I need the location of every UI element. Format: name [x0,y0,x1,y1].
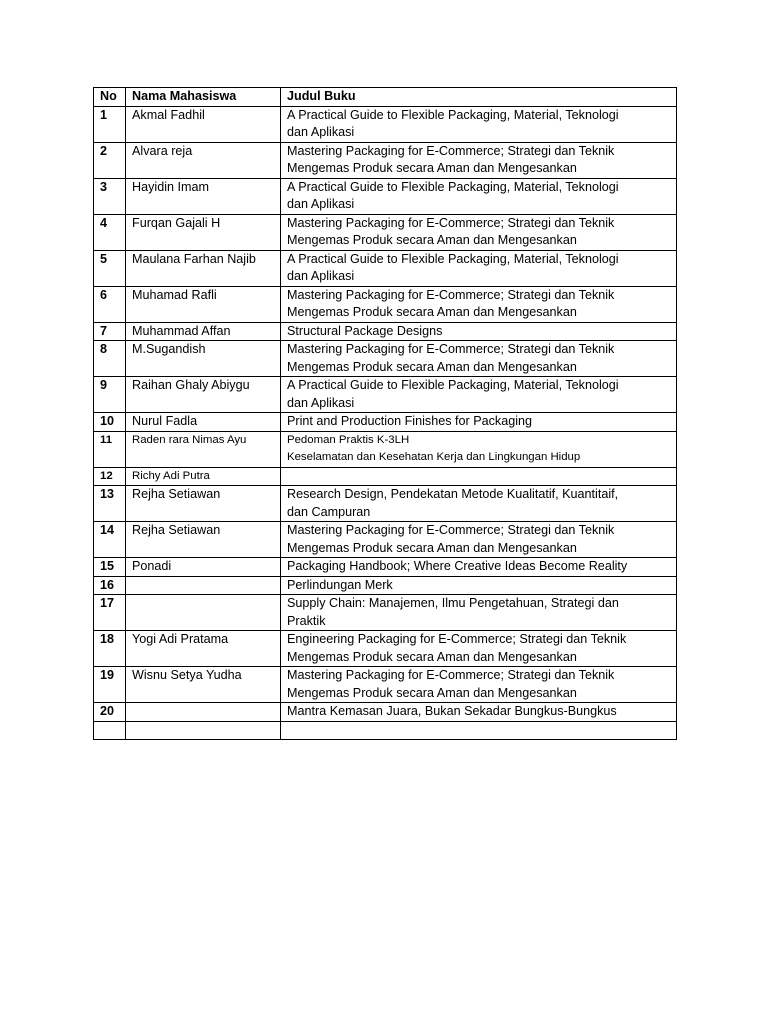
cell-judul-buku [281,178,677,214]
judul-buku-line: A Practical Guide to Flexible Packaging, Material, Teknologi [287,378,619,392]
cell-nama-mahasiswa: Akmal Fadhil [126,106,281,142]
cell-nama-mahasiswa: Furqan Gajali H [126,214,281,250]
table-header-row [94,88,677,107]
judul-buku-line: Mantra Kemasan Juara, Bukan Sekadar Bungkus-Bungkus [287,704,617,718]
cell-judul-buku [281,576,677,595]
cell-no: 17 [94,595,126,631]
cell-judul-buku [281,413,677,432]
judul-buku-line: Mengemas Produk secara Aman dan Mengesankan [287,649,577,664]
table-row [94,467,677,486]
cell-nama-mahasiswa: Maulana Farhan Najib [126,250,281,286]
table-row [94,250,677,286]
table-row [94,413,677,432]
table-row [94,431,677,467]
cell-nama-mahasiswa: Richy Adi Putra [126,467,281,486]
table-row [94,522,677,558]
judul-buku-line: Mengemas Produk secara Aman dan Mengesankan [287,233,577,247]
cell-no: 4 [94,214,126,250]
cell-no: 10 [94,413,126,432]
judul-buku-line: A Practical Guide to Flexible Packaging, Material, Teknologi [287,251,619,266]
judul-buku-line: Praktik [287,613,326,628]
cell-nama-mahasiswa: Muhamad Rafli [126,286,281,322]
empty-cell [281,721,677,739]
cell-no: 15 [94,558,126,577]
table-body [94,106,677,739]
cell-nama-mahasiswa: Rejha Setiawan [126,522,281,558]
judul-buku-line: Packaging Handbook; Where Creative Ideas Become Reality [287,559,628,573]
cell-judul-buku [281,467,677,486]
cell-judul-buku [281,322,677,341]
judul-buku-line: Mastering Packaging for E-Commerce; Strategi dan Teknik [287,668,615,682]
cell-nama-mahasiswa: Alvara reja [126,142,281,178]
judul-buku-line: dan Aplikasi [287,395,355,410]
table-row [94,703,677,722]
table-row [94,631,677,667]
table-row [94,576,677,595]
cell-judul-buku [281,142,677,178]
cell-no: 3 [94,178,126,214]
judul-buku-line: Structural Package Designs [287,323,443,338]
cell-nama-mahasiswa: Ponadi [126,558,281,577]
cell-no: 16 [94,576,126,595]
judul-buku-line: dan Aplikasi [287,269,355,283]
empty-table-row [94,721,677,739]
cell-nama-mahasiswa: Muhammad Affan [126,322,281,341]
table-row [94,341,677,377]
judul-buku-line [287,468,670,486]
judul-buku-line: Mengemas Produk secara Aman dan Mengesankan [287,359,577,374]
cell-no: 5 [94,250,126,286]
document-page [93,87,676,740]
judul-buku-line: dan Aplikasi [287,125,355,139]
judul-buku-line: A Practical Guide to Flexible Packaging, Material, Teknologi [287,107,619,122]
cell-nama-mahasiswa: Raihan Ghaly Abiygu [126,377,281,413]
cell-judul-buku [281,631,677,667]
cell-judul-buku [281,667,677,703]
cell-nama-mahasiswa [126,595,281,631]
table-row [94,322,677,341]
cell-no: 19 [94,667,126,703]
judul-buku-line: Mastering Packaging for E-Commerce; Strategi dan Teknik [287,523,615,537]
empty-cell [94,721,126,739]
header-judul-buku: Judul Buku [281,88,677,107]
judul-buku-line: Mastering Packaging for E-Commerce; Strategi dan Teknik [287,215,615,230]
table-row [94,286,677,322]
judul-buku-line: Engineering Packaging for E-Commerce; Strategi dan Teknik [287,632,627,646]
judul-buku-line: Mengemas Produk secara Aman dan Mengesankan [287,161,577,175]
cell-nama-mahasiswa: Hayidin Imam [126,178,281,214]
judul-buku-line: A Practical Guide to Flexible Packaging, Material, Teknologi [287,179,619,194]
cell-judul-buku [281,250,677,286]
cell-judul-buku [281,595,677,631]
cell-no: 1 [94,106,126,142]
cell-judul-buku [281,486,677,522]
cell-judul-buku [281,377,677,413]
judul-buku-line: Supply Chain: Manajemen, Ilmu Pengetahuan, Strategi dan [287,596,619,610]
cell-judul-buku [281,286,677,322]
cell-nama-mahasiswa: M.Sugandish [126,341,281,377]
judul-buku-line: dan Campuran [287,504,371,519]
judul-buku-line: Perlindungan Merk [287,577,393,592]
judul-buku-line: Mengemas Produk secara Aman dan Mengesankan [287,305,577,319]
cell-no: 13 [94,486,126,522]
cell-nama-mahasiswa: Rejha Setiawan [126,486,281,522]
cell-no: 8 [94,341,126,377]
cell-no: 11 [94,431,126,467]
empty-cell [126,721,281,739]
student-book-table [93,87,677,740]
header-nama-mahasiswa: Nama Mahasiswa [126,88,281,107]
cell-no: 6 [94,286,126,322]
cell-no: 12 [94,467,126,486]
judul-buku-line: Mastering Packaging for E-Commerce; Strategi dan Teknik [287,287,615,302]
cell-nama-mahasiswa: Yogi Adi Pratama [126,631,281,667]
cell-nama-mahasiswa: Raden rara Nimas Ayu [126,431,281,467]
table-row [94,486,677,522]
judul-buku-line: Pedoman Praktis K-3LH [287,433,410,446]
cell-judul-buku [281,341,677,377]
cell-no: 7 [94,322,126,341]
cell-judul-buku [281,106,677,142]
cell-no: 9 [94,377,126,413]
judul-buku-line: Print and Production Finishes for Packaging [287,414,533,428]
cell-no: 2 [94,142,126,178]
cell-judul-buku [281,558,677,577]
cell-nama-mahasiswa: Wisnu Setya Yudha [126,667,281,703]
cell-judul-buku [281,703,677,722]
cell-no: 14 [94,522,126,558]
table-row [94,106,677,142]
judul-buku-line: Research Design, Pendekatan Metode Kualitatif, Kuantitaif, [287,487,619,501]
judul-buku-line: Mengemas Produk secara Aman dan Mengesankan [287,685,577,700]
judul-buku-line: dan Aplikasi [287,197,355,211]
cell-nama-mahasiswa: Nurul Fadla [126,413,281,432]
cell-judul-buku [281,522,677,558]
table-row [94,377,677,413]
cell-nama-mahasiswa [126,576,281,595]
judul-buku-line: Mengemas Produk secara Aman dan Mengesankan [287,540,577,555]
judul-buku-line: Keselamatan dan Kesehatan Kerja dan Lingkungan Hidup [287,451,581,463]
table-row [94,595,677,631]
table-row [94,178,677,214]
header-no: No [94,88,126,107]
cell-judul-buku [281,214,677,250]
cell-no: 20 [94,703,126,722]
judul-buku-line: Mastering Packaging for E-Commerce; Strategi dan Teknik [287,143,615,158]
cell-judul-buku [281,431,677,467]
table-row [94,558,677,577]
cell-no: 18 [94,631,126,667]
judul-buku-line: Mastering Packaging for E-Commerce; Strategi dan Teknik [287,342,615,356]
table-row [94,667,677,703]
cell-nama-mahasiswa [126,703,281,722]
table-row [94,142,677,178]
table-row [94,214,677,250]
